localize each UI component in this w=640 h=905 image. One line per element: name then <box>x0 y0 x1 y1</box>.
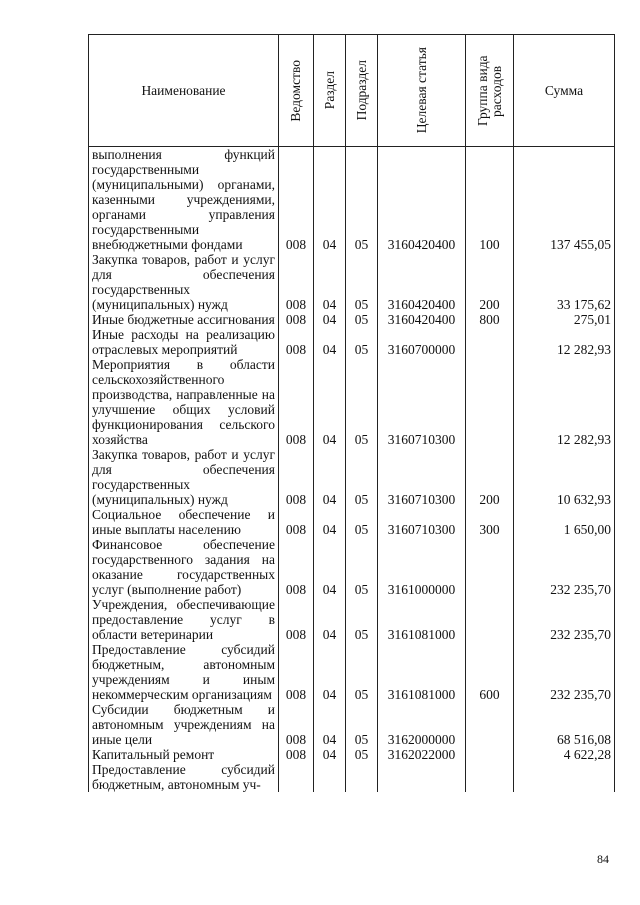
row-group: 800 <box>466 312 514 327</box>
page-number: 84 <box>597 852 609 866</box>
row-target: 3160710300 <box>378 357 466 447</box>
row-section: 04 <box>314 447 346 507</box>
row-group: 100 <box>466 147 514 253</box>
table-header-row <box>89 35 615 147</box>
row-sum: 10 632,93 <box>514 447 615 507</box>
row-dept: 008 <box>279 507 314 537</box>
row-sum: 68 516,08 <box>514 702 615 747</box>
row-group <box>466 327 514 357</box>
row-group: 200 <box>466 447 514 507</box>
row-dept: 008 <box>279 747 314 762</box>
row-section: 04 <box>314 537 346 597</box>
row-group <box>466 762 514 792</box>
row-sum: 232 235,70 <box>514 537 615 597</box>
row-subsection: 05 <box>346 747 378 762</box>
row-name: Закупка товаров, работ и услуг для обеспечения государственных (муниципальных) нужд <box>89 447 279 507</box>
row-dept: 008 <box>279 312 314 327</box>
row-section: 04 <box>314 147 346 253</box>
row-dept: 008 <box>279 642 314 702</box>
row-target: 3162022000 <box>378 747 466 762</box>
row-target: 3161000000 <box>378 537 466 597</box>
row-subsection: 05 <box>346 312 378 327</box>
row-dept: 008 <box>279 702 314 747</box>
row-target: 3160420400 <box>378 312 466 327</box>
budget-table <box>88 34 615 792</box>
table-row <box>89 507 615 537</box>
header-sum: Сумма <box>514 35 615 147</box>
row-name: Социальное обеспечение и иные выплаты населению <box>89 507 279 537</box>
row-subsection: 05 <box>346 327 378 357</box>
row-group <box>466 747 514 762</box>
row-subsection: 05 <box>346 702 378 747</box>
row-section: 04 <box>314 252 346 312</box>
row-subsection: 05 <box>346 447 378 507</box>
row-dept: 008 <box>279 447 314 507</box>
row-sum <box>514 762 615 792</box>
row-subsection: 05 <box>346 147 378 253</box>
row-dept: 008 <box>279 597 314 642</box>
row-target: 3160420400 <box>378 252 466 312</box>
row-group: 200 <box>466 252 514 312</box>
row-subsection <box>346 762 378 792</box>
row-dept: 008 <box>279 327 314 357</box>
row-subsection: 05 <box>346 507 378 537</box>
row-name: Капитальный ремонт <box>89 747 279 762</box>
row-name: Предоставление субсидий бюджетным, автономным уч- <box>89 762 279 792</box>
row-name: Финансовое обеспечение государственного задания на оказание государственных услуг (выполнение работ) <box>89 537 279 597</box>
row-section: 04 <box>314 642 346 702</box>
table-row <box>89 642 615 702</box>
row-group <box>466 537 514 597</box>
row-subsection: 05 <box>346 597 378 642</box>
row-name: выполнения функций государственными (муниципальными) органами, казенными учреждениями, органами управления государственными внебюджетными фондами <box>89 147 279 253</box>
row-section: 04 <box>314 702 346 747</box>
row-group <box>466 357 514 447</box>
row-group <box>466 597 514 642</box>
row-target <box>378 762 466 792</box>
row-target: 3162000000 <box>378 702 466 747</box>
row-group <box>466 702 514 747</box>
row-subsection: 05 <box>346 357 378 447</box>
table-row <box>89 537 615 597</box>
row-sum: 12 282,93 <box>514 327 615 357</box>
row-section: 04 <box>314 597 346 642</box>
row-target: 3160710300 <box>378 507 466 537</box>
row-dept: 008 <box>279 357 314 447</box>
row-name: Иные расходы на реализацию отраслевых мероприятий <box>89 327 279 357</box>
table-row <box>89 702 615 747</box>
row-target: 3160700000 <box>378 327 466 357</box>
table-row <box>89 252 615 312</box>
row-group: 300 <box>466 507 514 537</box>
row-sum: 232 235,70 <box>514 642 615 702</box>
table-row <box>89 147 615 253</box>
header-target: Целевая статья <box>378 35 466 147</box>
row-section <box>314 762 346 792</box>
row-section: 04 <box>314 312 346 327</box>
row-sum: 275,01 <box>514 312 615 327</box>
table-row <box>89 312 615 327</box>
row-sum: 12 282,93 <box>514 357 615 447</box>
row-dept: 008 <box>279 252 314 312</box>
header-section: Раздел <box>314 35 346 147</box>
row-name: Предоставление субсидий бюджетным, автономным учреждениям и иным некоммерческим организациям <box>89 642 279 702</box>
row-section: 04 <box>314 507 346 537</box>
row-sum: 137 455,05 <box>514 147 615 253</box>
row-dept <box>279 762 314 792</box>
row-name: Иные бюджетные ассигнования <box>89 312 279 327</box>
header-group: Группа вида расходов <box>466 35 514 147</box>
row-dept: 008 <box>279 537 314 597</box>
row-subsection: 05 <box>346 642 378 702</box>
row-section: 04 <box>314 357 346 447</box>
header-dept: Ведомство <box>279 35 314 147</box>
table-row <box>89 357 615 447</box>
table-row <box>89 597 615 642</box>
table-body <box>89 147 615 793</box>
header-subsection: Подраздел <box>346 35 378 147</box>
row-target: 3160710300 <box>378 447 466 507</box>
table-row <box>89 762 615 792</box>
row-name: Субсидии бюджетным и автономным учреждениям на иные цели <box>89 702 279 747</box>
row-group: 600 <box>466 642 514 702</box>
row-name: Учреждения, обеспечивающие предоставление услуг в области ветеринарии <box>89 597 279 642</box>
row-target: 3161081000 <box>378 642 466 702</box>
row-section: 04 <box>314 327 346 357</box>
table-row <box>89 447 615 507</box>
row-sum: 232 235,70 <box>514 597 615 642</box>
row-target: 3161081000 <box>378 597 466 642</box>
row-sum: 33 175,62 <box>514 252 615 312</box>
row-sum: 4 622,28 <box>514 747 615 762</box>
row-sum: 1 650,00 <box>514 507 615 537</box>
row-subsection: 05 <box>346 537 378 597</box>
table-row <box>89 747 615 762</box>
row-target: 3160420400 <box>378 147 466 253</box>
header-name: Наименование <box>89 35 279 147</box>
table-row <box>89 327 615 357</box>
row-subsection: 05 <box>346 252 378 312</box>
row-name: Закупка товаров, работ и услуг для обеспечения государственных (муниципальных) нужд <box>89 252 279 312</box>
row-name: Мероприятия в области сельскохозяйственного производства, направленные на улучшение общих условий функционирования сельского хозяйства <box>89 357 279 447</box>
row-dept: 008 <box>279 147 314 253</box>
row-section: 04 <box>314 747 346 762</box>
